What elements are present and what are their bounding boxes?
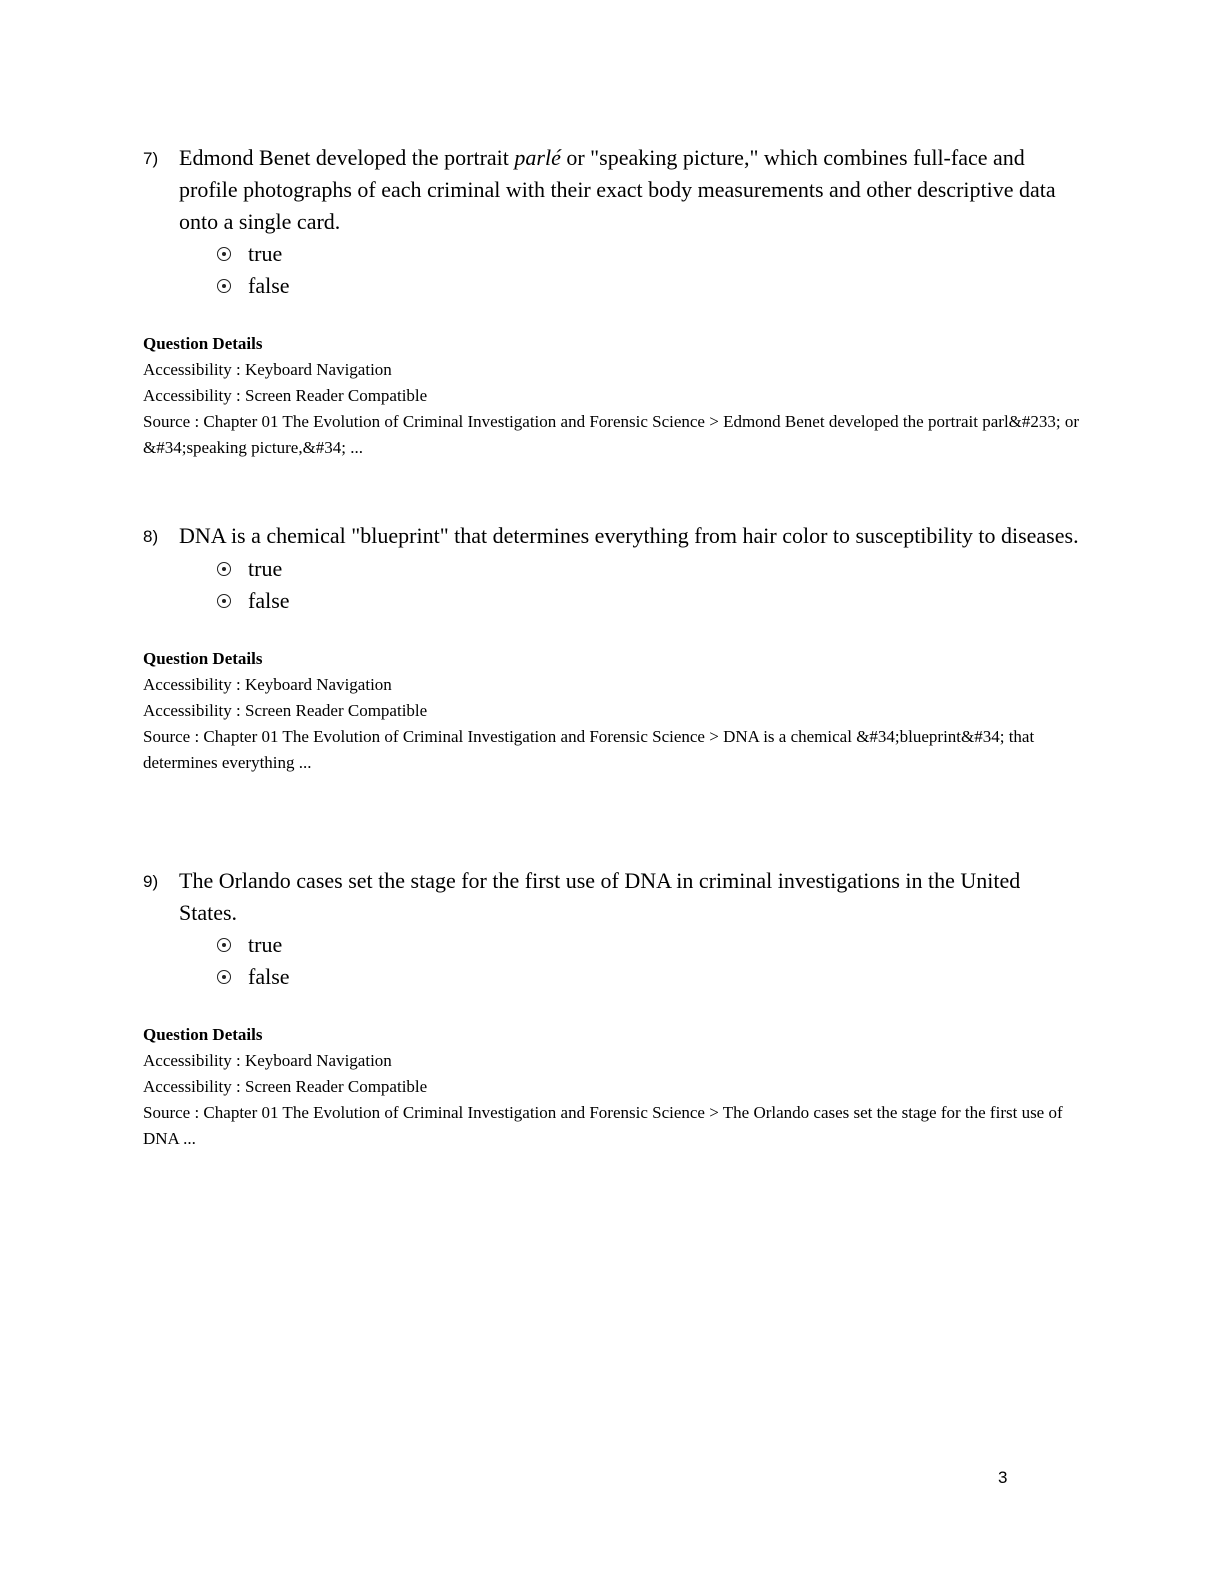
radio-button-icon[interactable] [217, 279, 231, 293]
option-false[interactable] [217, 961, 1083, 993]
option-label: true [248, 556, 283, 581]
question-number: 8) [143, 527, 159, 546]
answer-options [217, 238, 1083, 302]
page-number: 3 [998, 1468, 1008, 1487]
question-number: 9) [143, 872, 159, 891]
details-line: Accessibility : Keyboard Navigation [143, 1051, 392, 1070]
answer-options [217, 553, 1083, 617]
details-line: Accessibility : Screen Reader Compatible [143, 386, 428, 405]
radio-button-icon[interactable] [217, 938, 231, 952]
question-number: 7) [143, 149, 159, 168]
details-source: Source : Chapter 01 The Evolution of Criminal Investigation and Forensic Science > The Orlando cases set the stage for the first use of DNA ... [143, 1103, 1063, 1148]
question-7 [143, 142, 1083, 461]
radio-button-icon[interactable] [217, 970, 231, 984]
option-label: false [248, 964, 290, 989]
radio-button-icon[interactable] [217, 562, 231, 576]
option-label: true [248, 241, 283, 266]
option-label: true [248, 932, 283, 957]
details-heading: Question Details [143, 1025, 263, 1044]
question-8 [143, 520, 1083, 776]
question-9 [143, 865, 1083, 1152]
answer-options [217, 929, 1083, 993]
option-true[interactable] [217, 553, 1083, 585]
details-line: Accessibility : Screen Reader Compatible [143, 1077, 428, 1096]
option-true[interactable] [217, 929, 1083, 961]
option-false[interactable] [217, 270, 1083, 302]
radio-button-icon[interactable] [217, 594, 231, 608]
details-source: Source : Chapter 01 The Evolution of Criminal Investigation and Forensic Science > DNA is a chemical &#34;blueprint&#34; that determines everything ... [143, 727, 1035, 772]
option-false[interactable] [217, 585, 1083, 617]
question-details [143, 331, 1083, 461]
question-details [143, 646, 1083, 776]
question-details [143, 1022, 1083, 1152]
radio-button-icon[interactable] [217, 247, 231, 261]
option-label: false [248, 273, 290, 298]
details-line: Accessibility : Screen Reader Compatible [143, 701, 428, 720]
details-heading: Question Details [143, 649, 263, 668]
details-heading: Question Details [143, 334, 263, 353]
details-source: Source : Chapter 01 The Evolution of Criminal Investigation and Forensic Science > Edmond Benet developed the portrait parl&#233; or &#34;speaking picture,&#34; ... [143, 412, 1080, 457]
details-line: Accessibility : Keyboard Navigation [143, 675, 392, 694]
details-line: Accessibility : Keyboard Navigation [143, 360, 392, 379]
question-text: DNA is a chemical "blueprint" that determines everything from hair color to susceptibility to diseases. [179, 523, 1079, 548]
option-label: false [248, 588, 290, 613]
option-true[interactable] [217, 238, 1083, 270]
question-text: Edmond Benet developed the portrait parlé or "speaking picture," which combines full-face and profile photographs of each criminal with their exact body measurements and other descriptive data onto a single card. [179, 145, 1056, 234]
question-text: The Orlando cases set the stage for the first use of DNA in criminal investigations in the United States. [179, 868, 1021, 925]
